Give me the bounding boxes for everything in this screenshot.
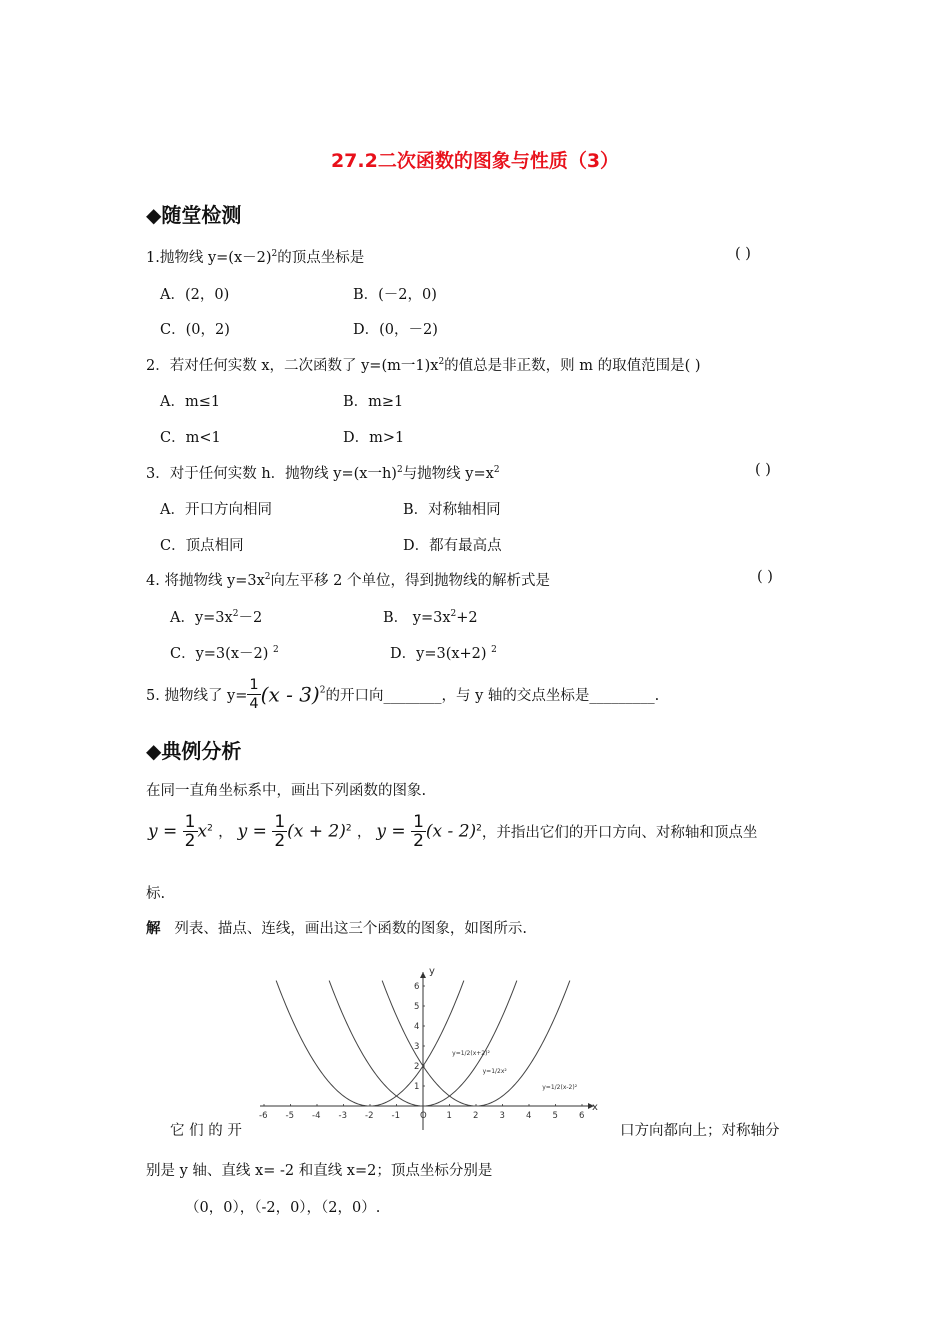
q3-option-a: A．开口方向相同 [160,502,272,518]
question-4: 4. 将抛物线 $y=3x^2$向左平移 2 个单位，得到抛物线的解析式是 [146,572,550,589]
answer-paren-3: ( ) [755,462,771,478]
q2-option-a: A．m≤1 [160,394,221,410]
x-tick-label: -1 [391,1111,400,1121]
y-tick-label: 2 [414,1062,420,1072]
x-tick-label: -3 [338,1111,347,1121]
fraction-half-1: $\frac{1}{2}$ [184,812,196,851]
solution-line: 解 列表、描点、连线，画出这三个函数的图象，如图所示. [146,921,527,937]
y-tick-label: 4 [414,1022,420,1032]
conclusion-line-3: （0，0），（-2，0），（2，0）. [185,1200,381,1216]
q2-option-b: B．m≥1 [343,394,404,410]
section-heading-examples: ◆典例分析 [146,739,242,763]
x-tick-label: 6 [579,1111,585,1121]
q2-option-c: C．m<1 [160,430,221,446]
parabola-chart [259,964,612,1130]
q1-option-b: B．(－2，0) [353,287,437,303]
section-heading-quiz: ◆随堂检测 [146,203,242,227]
parabola-curve [276,981,464,1106]
q1-option-a: A．(2，0) [160,287,230,303]
y-axis-label: y [429,966,435,977]
q4-option-d: D．y=3(x+2) $^2$ [390,645,497,662]
q1-option-c: C．(0，2) [160,322,230,338]
fraction-half-3: $\frac{1}{2}$ [413,812,424,851]
question-5: 5. 抛物线了 y= $\frac{1}{4}$ (x - 3)$^2$的开口向________，与 y 轴的交点坐标是_________. [146,677,660,712]
page-title: 27.2二次函数的图象与性质（3） [330,150,620,172]
x-tick-label: 3 [499,1111,505,1121]
x-tick-label: O [420,1111,427,1121]
q3-option-d: D．都有最高点 [403,538,502,554]
fraction-quarter: $\frac{1}{4}$ [249,677,259,712]
curve-label: y=1/2x² [482,1068,507,1075]
x-axis-label: x [592,1102,598,1113]
curve-label: y=1/2(x+2)² [452,1050,490,1057]
q2-option-d: D．m>1 [343,430,405,446]
answer-paren-1: ( ) [735,246,751,262]
y-axis-arrow [420,972,426,978]
y-tick-label: 5 [414,1002,420,1012]
x-tick-label: 5 [552,1111,558,1121]
q4-option-b: B． $y=3x^2+2$ [383,609,478,626]
curve-label: y=1/2(x-2)² [542,1084,578,1091]
y-tick-label: 1 [414,1082,420,1092]
fraction-half-2: $\frac{1}{2}$ [274,812,286,851]
example-intro: 在同一直角坐标系中，画出下列函数的图象. [146,783,427,799]
q3-option-c: C．顶点相同 [160,538,244,554]
q4-option-a: A．$y=3x^2-2$ [170,609,263,626]
answer-paren-4: ( ) [757,569,773,585]
x-tick-label: -2 [365,1111,374,1121]
question-3: 3．对于任何实数 h．抛物线 y=(x一h)$^2$与抛物线 $y=x^2$ [146,465,500,482]
x-tick-label: 2 [473,1111,479,1121]
formula-line: y = $\frac{1}{2}$ $x^2$ ， y = $\frac{1}{2}$ $(x + 2)^2$ ， y = $\frac{1}{2}$ (x - 2)$^2$，并指出它们的开口方向、对称轴和顶点坐 [148,812,758,851]
x-tick-label: 4 [526,1111,532,1121]
y-tick-label: 6 [414,982,420,992]
y-tick-label: 3 [414,1042,420,1052]
q1-option-d: D．(0，－2) [353,322,438,338]
conclusion-left: 它 们 的 开 [170,1123,242,1139]
x-tick-label: -6 [259,1111,268,1121]
question-2: 2．若对任何实数 x，二次函数了 y=(m一$1)x^2$的值总是非正数，则 m 的取值范围是( ) [146,357,701,374]
conclusion-line-2: 别是 y 轴、直线 x= -2 和直线 x=2；顶点坐标分别是 [146,1163,493,1179]
formula-tail-continued: 标. [146,886,166,902]
x-tick-label: -4 [312,1111,321,1121]
conclusion-right: 口方向都向上；对称轴分 [620,1123,780,1139]
q4-option-c: C．y=3(x－2) $^2$ [170,645,279,662]
x-tick-label: 1 [446,1111,452,1121]
question-1: 1.抛物线 $y=(x-2)^2$的顶点坐标是 [146,249,365,266]
q3-option-b: B．对称轴相同 [403,502,501,518]
x-tick-label: -5 [285,1111,294,1121]
